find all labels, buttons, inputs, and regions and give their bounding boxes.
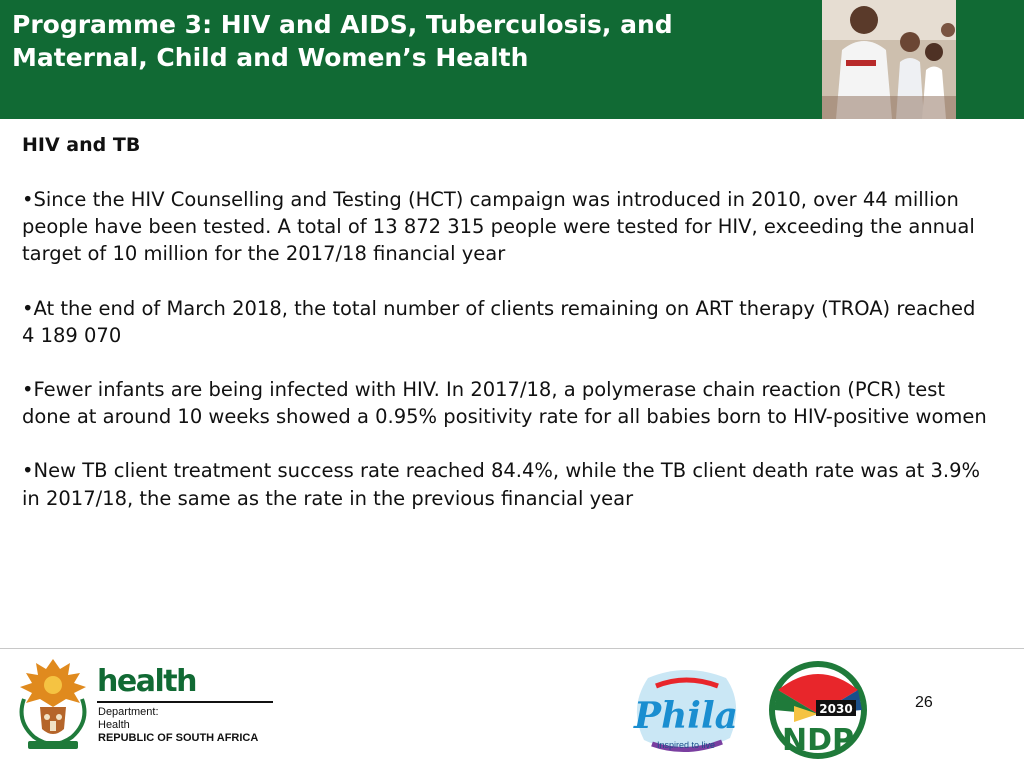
ndp-year: 2030 — [819, 702, 853, 716]
page-title-line-1: Programme 3: HIV and AIDS, Tuberculosis, and — [12, 10, 673, 39]
phila-tagline: Inspired to live — [656, 740, 716, 750]
phila-logo-icon — [626, 664, 744, 762]
department-line-3: REPUBLIC OF SOUTH AFRICA — [98, 732, 259, 744]
page-title-line-2: Maternal, Child and Women’s Health — [12, 43, 529, 72]
page-number: 26 — [915, 694, 933, 711]
section-heading: HIV and TB — [22, 134, 141, 156]
nurse-children-photo-icon — [822, 0, 956, 119]
bullet-infant-pcr: •Fewer infants are being infected with HIV. In 2017/18, a polymerase chain reaction (PCR) test done at around 10 weeks showed a 0.95% positivity rate for all babies born to HIV-positive women — [22, 378, 987, 429]
ndp-2030-logo-icon — [764, 660, 872, 760]
ndp-word: NDP — [782, 723, 854, 758]
health-logo-wordmark: health — [97, 664, 196, 699]
department-label — [98, 706, 258, 745]
department-line-2: Health — [98, 719, 130, 731]
bullet-tb-success: •New TB client treatment success rate reached 84.4%, while the TB client death rate was at 3.9% in 2017/18, the same as the rate in the previous financial year — [22, 459, 981, 510]
phila-word: Phila — [634, 695, 738, 737]
footer-divider — [0, 648, 1024, 649]
bullet-hct-testing: •Since the HIV Counselling and Testing (HCT) campaign was introduced in 2010, over 44 million people have been tested. A total of 13 872 315 people were tested for HIV, exceeding the annual target of 10 million for the 2017/18 financial year — [22, 188, 975, 266]
header-banner — [0, 0, 1024, 119]
page-title — [12, 8, 802, 74]
coat-of-arms-icon — [14, 655, 92, 753]
department-line-1: Department: — [98, 706, 159, 718]
header-photo — [822, 0, 956, 119]
main-content — [22, 132, 992, 539]
logo-rule — [97, 701, 273, 703]
bullet-art-clients: •At the end of March 2018, the total number of clients remaining on ART therapy (TROA) reached 4 189 070 — [22, 296, 976, 347]
